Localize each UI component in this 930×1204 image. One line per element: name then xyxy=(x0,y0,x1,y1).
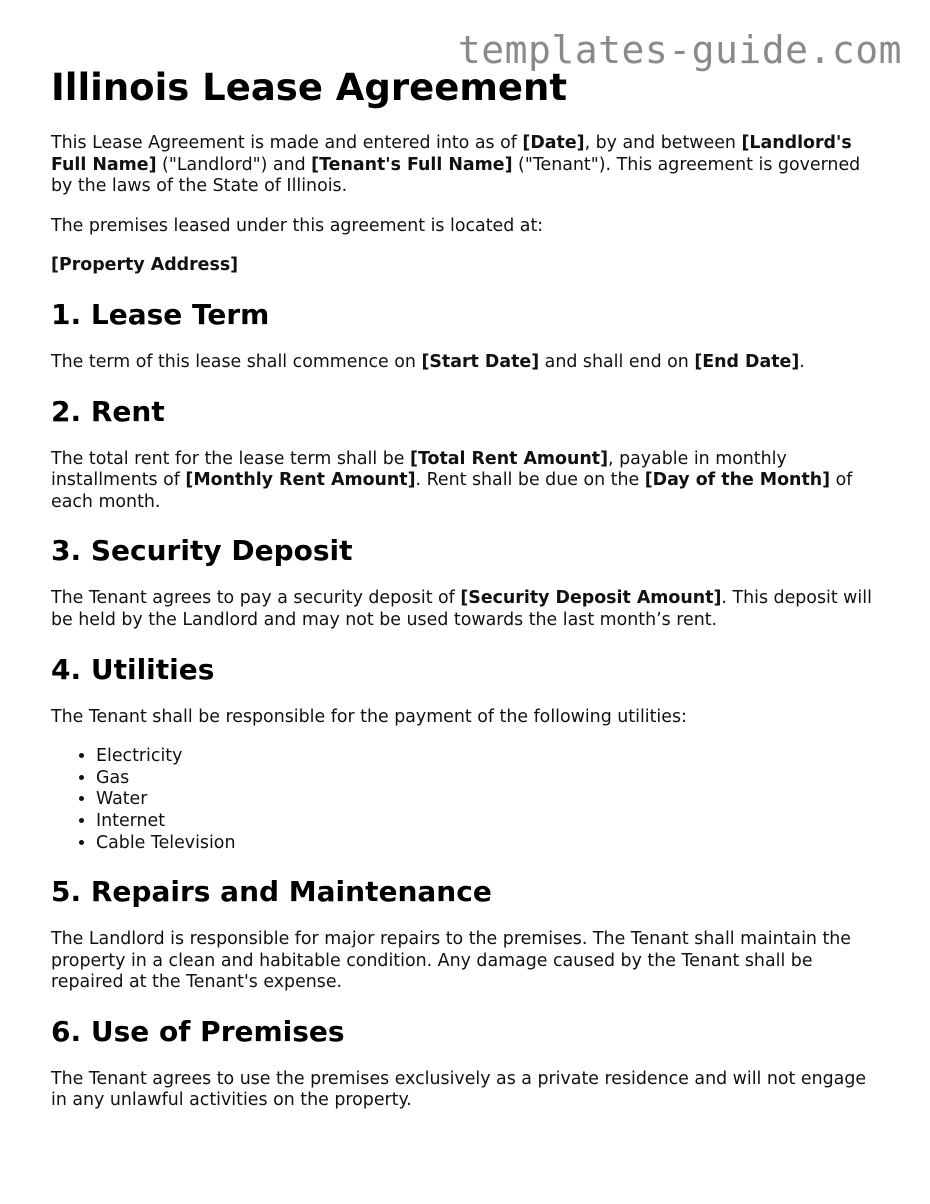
property-address-placeholder: [Property Address] xyxy=(51,255,239,276)
section-heading-rent: 2. Rent xyxy=(51,394,165,428)
document-page xyxy=(51,62,887,1112)
start-date-placeholder: [Start Date] xyxy=(421,351,540,372)
document-title: Illinois Lease Agreement xyxy=(51,66,568,109)
end-date-placeholder: [End Date] xyxy=(694,351,800,372)
list-item: • Internet xyxy=(96,811,887,833)
landlord-name-placeholder: [Landlord's Full Name] xyxy=(51,133,852,175)
section-heading-use-of-premises: 6. Use of Premises xyxy=(51,1014,345,1048)
monthly-rent-placeholder: [Monthly Rent Amount] xyxy=(185,470,416,491)
section-heading-security-deposit: 3. Security Deposit xyxy=(51,534,353,568)
section-heading-repairs: 5. Repairs and Maintenance xyxy=(51,875,492,909)
security-deposit-paragraph: The Tenant agrees to pay a security deposit of [Security Deposit Amount]. This deposit will be held by the Landlord and may not be used towards the last month’s rent. xyxy=(51,588,872,630)
day-of-month-placeholder: [Day of the Month] xyxy=(644,470,831,491)
date-placeholder: [Date] xyxy=(522,133,585,153)
utilities-paragraph: The Tenant shall be responsible for the payment of the following utilities: xyxy=(51,706,687,727)
total-rent-placeholder: [Total Rent Amount] xyxy=(410,448,609,469)
lease-term-paragraph: The term of this lease shall commence on [Start Date] and shall end on [End Date]. xyxy=(51,351,805,372)
list-item: • Cable Television xyxy=(96,833,887,855)
section-heading-lease-term: 1. Lease Term xyxy=(51,297,270,331)
section-heading-utilities: 4. Utilities xyxy=(51,652,215,686)
rent-paragraph: The total rent for the lease term shall be [Total Rent Amount], payable in monthly installments of [Monthly Rent Amount]. Rent shall be due on the [Day of the Month] of each month. xyxy=(51,448,853,512)
repairs-paragraph: The Landlord is responsible for major repairs to the premises. The Tenant shall maintain the property in a clean and habitable condition. Any damage caused by the Tenant shall be repaired at the Tenant's expense. xyxy=(51,929,851,993)
intro-paragraph: This Lease Agreement is made and entered into as of [Date], by and between [Landlord's Full Name] ("Landlord") and [Tenant's Full Name] ("Tenant"). This agreement is governed by the laws of the State of Illinois. xyxy=(51,133,861,197)
security-deposit-placeholder: [Security Deposit Amount] xyxy=(460,588,722,609)
list-item: • Electricity xyxy=(96,746,887,768)
list-item: • Water xyxy=(96,789,887,811)
watermark: templates-guide.com xyxy=(457,28,902,72)
utilities-list xyxy=(51,746,887,854)
use-of-premises-paragraph: The Tenant agrees to use the premises exclusively as a private residence and will not engage in any unlawful activities on the property. xyxy=(51,1068,867,1111)
tenant-name-placeholder: [Tenant's Full Name] xyxy=(311,154,513,175)
list-item: • Gas xyxy=(96,768,887,790)
premises-paragraph: The premises leased under this agreement is located at: xyxy=(51,215,544,236)
